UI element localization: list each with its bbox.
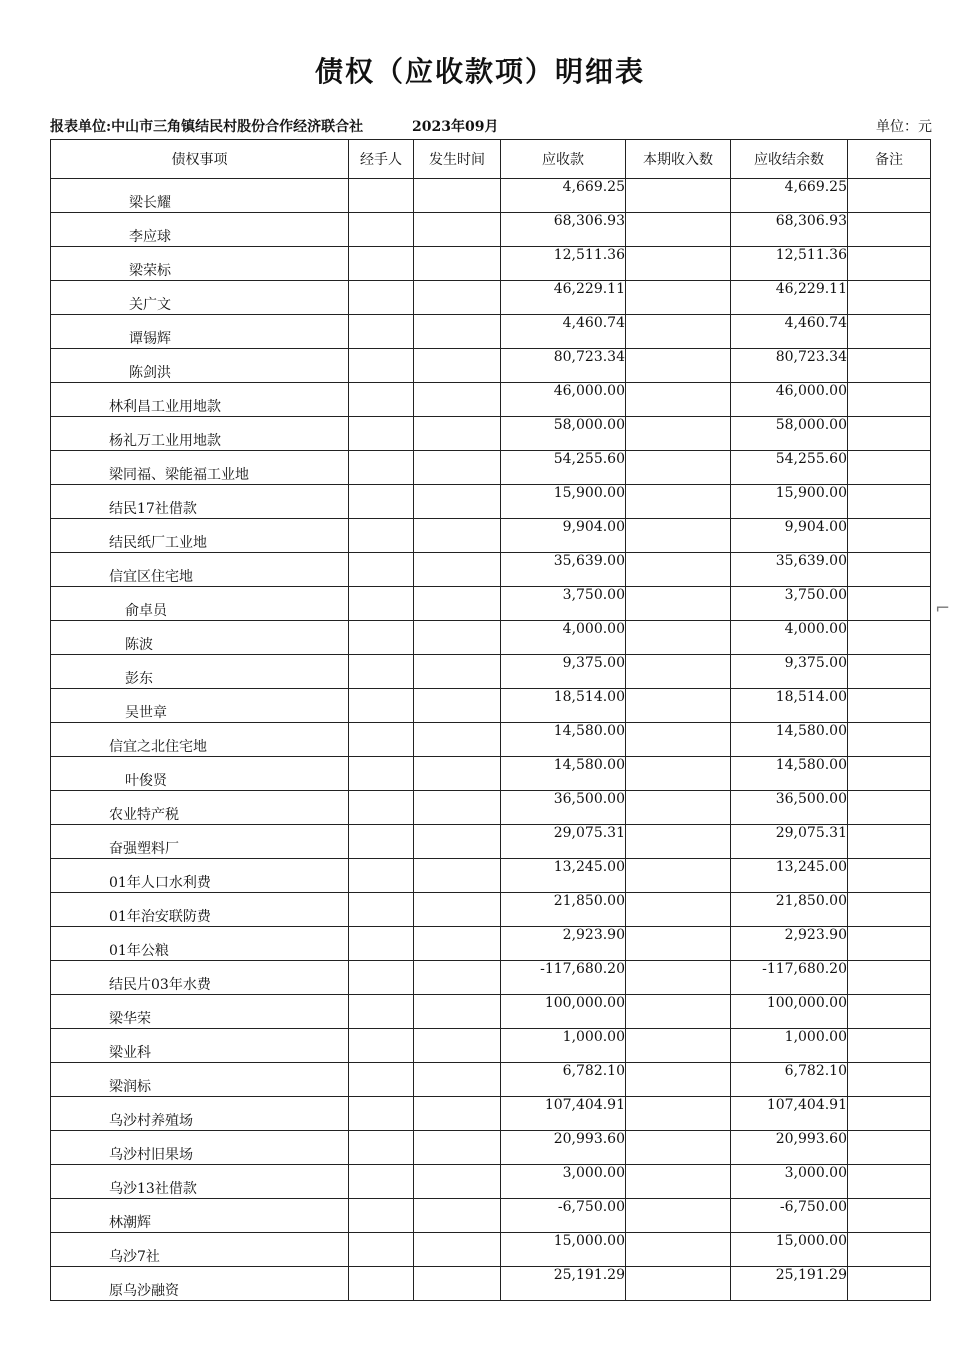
receivable-cell: 35,639.00	[501, 553, 626, 587]
receivable-cell: 1,000.00	[501, 1029, 626, 1063]
remarks-cell	[848, 757, 931, 791]
remarks-cell	[848, 315, 931, 349]
table-header-row	[51, 140, 931, 179]
period-income-cell	[626, 417, 731, 451]
table-row	[51, 1199, 931, 1233]
table-row	[51, 1063, 931, 1097]
table-row	[51, 1267, 931, 1301]
handler-cell	[349, 995, 414, 1029]
table-row	[51, 961, 931, 995]
remarks-cell	[848, 349, 931, 383]
table-row	[51, 315, 931, 349]
balance-cell: 9,375.00	[731, 655, 848, 689]
remarks-cell	[848, 621, 931, 655]
handler-cell	[349, 1165, 414, 1199]
balance-cell: 25,191.29	[731, 1267, 848, 1301]
handler-cell	[349, 791, 414, 825]
period-income-cell	[626, 179, 731, 213]
balance-cell: 21,850.00	[731, 893, 848, 927]
period-income-cell	[626, 587, 731, 621]
balance-cell: 15,900.00	[731, 485, 848, 519]
item-cell: 乌沙13社借款	[51, 1165, 349, 1199]
handler-cell	[349, 179, 414, 213]
handler-cell	[349, 655, 414, 689]
item-cell: 奋强塑料厂	[51, 825, 349, 859]
balance-cell: 2,923.90	[731, 927, 848, 961]
column-header-balance: 应收结余数	[731, 140, 848, 179]
report-period: 2023年09月	[412, 119, 499, 135]
period-income-cell	[626, 519, 731, 553]
table-row	[51, 791, 931, 825]
item-cell: 杨礼万工业用地款	[51, 417, 349, 451]
handler-cell	[349, 213, 414, 247]
table-row	[51, 179, 931, 213]
receivable-cell: 9,904.00	[501, 519, 626, 553]
date-cell	[414, 417, 501, 451]
period-income-cell	[626, 1029, 731, 1063]
date-cell	[414, 587, 501, 621]
table-row	[51, 451, 931, 485]
receivable-cell: -6,750.00	[501, 1199, 626, 1233]
remarks-cell	[848, 825, 931, 859]
date-cell	[414, 1233, 501, 1267]
balance-cell: 20,993.60	[731, 1131, 848, 1165]
receivable-cell: 2,923.90	[501, 927, 626, 961]
balance-cell: 107,404.91	[731, 1097, 848, 1131]
table-row	[51, 655, 931, 689]
date-cell	[414, 621, 501, 655]
reporting-unit: 报表单位:中山市三角镇结民村股份合作经济联合社	[50, 119, 364, 135]
column-header-receivable: 应收款	[501, 140, 626, 179]
date-cell	[414, 281, 501, 315]
table-body	[51, 179, 931, 1301]
remarks-cell	[848, 995, 931, 1029]
handler-cell	[349, 757, 414, 791]
item-cell: 梁长耀	[51, 179, 349, 213]
date-cell	[414, 179, 501, 213]
receivable-cell: 9,375.00	[501, 655, 626, 689]
column-header-remarks: 备注	[848, 140, 931, 179]
receivables-table	[50, 139, 931, 1301]
item-cell: 结民片03年水费	[51, 961, 349, 995]
balance-cell: 4,669.25	[731, 179, 848, 213]
balance-cell: 46,000.00	[731, 383, 848, 417]
balance-cell: 100,000.00	[731, 995, 848, 1029]
date-cell	[414, 349, 501, 383]
period-income-cell	[626, 451, 731, 485]
balance-cell: 3,750.00	[731, 587, 848, 621]
handler-cell	[349, 519, 414, 553]
balance-cell: 4,460.74	[731, 315, 848, 349]
period-income-cell	[626, 689, 731, 723]
table-row	[51, 587, 931, 621]
remarks-cell	[848, 1063, 931, 1097]
remarks-cell	[848, 383, 931, 417]
date-cell	[414, 383, 501, 417]
remarks-cell	[848, 519, 931, 553]
receivable-cell: 14,580.00	[501, 757, 626, 791]
item-cell: 梁同福、梁能福工业地	[51, 451, 349, 485]
receivable-cell: 3,000.00	[501, 1165, 626, 1199]
table-row	[51, 247, 931, 281]
table-row	[51, 757, 931, 791]
date-cell	[414, 791, 501, 825]
currency-unit: 单位：元	[876, 119, 932, 135]
item-cell: 梁业科	[51, 1029, 349, 1063]
table-row	[51, 995, 931, 1029]
item-cell: 林潮辉	[51, 1199, 349, 1233]
handler-cell	[349, 893, 414, 927]
date-cell	[414, 655, 501, 689]
date-cell	[414, 247, 501, 281]
table-row	[51, 621, 931, 655]
receivable-cell: 46,229.11	[501, 281, 626, 315]
balance-cell: 13,245.00	[731, 859, 848, 893]
handler-cell	[349, 1097, 414, 1131]
balance-cell: 18,514.00	[731, 689, 848, 723]
receivable-cell: 29,075.31	[501, 825, 626, 859]
period-income-cell	[626, 723, 731, 757]
date-cell	[414, 995, 501, 1029]
period-income-cell	[626, 315, 731, 349]
table-row	[51, 689, 931, 723]
period-income-cell	[626, 349, 731, 383]
period-income-cell	[626, 1199, 731, 1233]
table-row	[51, 281, 931, 315]
date-cell	[414, 1199, 501, 1233]
table-row	[51, 519, 931, 553]
balance-cell: 58,000.00	[731, 417, 848, 451]
balance-cell: 35,639.00	[731, 553, 848, 587]
table-row	[51, 859, 931, 893]
period-income-cell	[626, 213, 731, 247]
balance-cell: 6,782.10	[731, 1063, 848, 1097]
receivable-cell: 100,000.00	[501, 995, 626, 1029]
receivable-cell: 58,000.00	[501, 417, 626, 451]
date-cell	[414, 1029, 501, 1063]
date-cell	[414, 825, 501, 859]
handler-cell	[349, 1063, 414, 1097]
item-cell: 01年公粮	[51, 927, 349, 961]
remarks-cell	[848, 1165, 931, 1199]
item-cell: 梁荣标	[51, 247, 349, 281]
handler-cell	[349, 1029, 414, 1063]
remarks-cell	[848, 893, 931, 927]
item-cell: 关广文	[51, 281, 349, 315]
period-income-cell	[626, 485, 731, 519]
date-cell	[414, 1097, 501, 1131]
remarks-cell	[848, 1131, 931, 1165]
table-row	[51, 1233, 931, 1267]
receivable-cell: 36,500.00	[501, 791, 626, 825]
table-row	[51, 723, 931, 757]
period-income-cell	[626, 247, 731, 281]
item-cell: 陈剑洪	[51, 349, 349, 383]
balance-cell: 12,511.36	[731, 247, 848, 281]
handler-cell	[349, 927, 414, 961]
handler-cell	[349, 417, 414, 451]
remarks-cell	[848, 179, 931, 213]
remarks-cell	[848, 1199, 931, 1233]
receivable-cell: 46,000.00	[501, 383, 626, 417]
period-income-cell	[626, 1097, 731, 1131]
period-income-cell	[626, 621, 731, 655]
balance-cell: 68,306.93	[731, 213, 848, 247]
item-cell: 彭东	[51, 655, 349, 689]
balance-cell: -117,680.20	[731, 961, 848, 995]
receivable-cell: 14,580.00	[501, 723, 626, 757]
item-cell: 农业特产税	[51, 791, 349, 825]
handler-cell	[349, 689, 414, 723]
handler-cell	[349, 349, 414, 383]
date-cell	[414, 689, 501, 723]
handler-cell	[349, 1199, 414, 1233]
period-income-cell	[626, 655, 731, 689]
handler-cell	[349, 1233, 414, 1267]
item-cell: 原乌沙融资	[51, 1267, 349, 1301]
period-income-cell	[626, 927, 731, 961]
date-cell	[414, 927, 501, 961]
receivable-cell: 21,850.00	[501, 893, 626, 927]
page-title: 债权（应收款项）明细表	[314, 55, 645, 88]
handler-cell	[349, 281, 414, 315]
remarks-cell	[848, 281, 931, 315]
handler-cell	[349, 1267, 414, 1301]
period-income-cell	[626, 1267, 731, 1301]
item-cell: 乌沙7社	[51, 1233, 349, 1267]
remarks-cell	[848, 247, 931, 281]
period-income-cell	[626, 1233, 731, 1267]
date-cell	[414, 893, 501, 927]
balance-cell: 36,500.00	[731, 791, 848, 825]
balance-cell: 80,723.34	[731, 349, 848, 383]
item-cell: 梁华荣	[51, 995, 349, 1029]
item-cell: 01年人口水利费	[51, 859, 349, 893]
item-cell: 陈波	[51, 621, 349, 655]
table-row	[51, 213, 931, 247]
table-row	[51, 825, 931, 859]
item-cell: 乌沙村养殖场	[51, 1097, 349, 1131]
item-cell: 吴世章	[51, 689, 349, 723]
period-income-cell	[626, 383, 731, 417]
handler-cell	[349, 451, 414, 485]
item-cell: 李应球	[51, 213, 349, 247]
receivable-cell: 18,514.00	[501, 689, 626, 723]
column-header-handler: 经手人	[349, 140, 414, 179]
balance-cell: 1,000.00	[731, 1029, 848, 1063]
handler-cell	[349, 825, 414, 859]
period-income-cell	[626, 791, 731, 825]
date-cell	[414, 757, 501, 791]
balance-cell: 4,000.00	[731, 621, 848, 655]
date-cell	[414, 859, 501, 893]
date-cell	[414, 1063, 501, 1097]
date-cell	[414, 1131, 501, 1165]
remarks-cell	[848, 553, 931, 587]
item-cell: 林利昌工业用地款	[51, 383, 349, 417]
table-row	[51, 485, 931, 519]
remarks-cell	[848, 723, 931, 757]
remarks-cell	[848, 927, 931, 961]
remarks-cell	[848, 587, 931, 621]
period-income-cell	[626, 859, 731, 893]
handler-cell	[349, 383, 414, 417]
balance-cell: -6,750.00	[731, 1199, 848, 1233]
table-row	[51, 1165, 931, 1199]
period-income-cell	[626, 1165, 731, 1199]
table-row	[51, 927, 931, 961]
handler-cell	[349, 1131, 414, 1165]
date-cell	[414, 519, 501, 553]
period-income-cell	[626, 961, 731, 995]
period-income-cell	[626, 757, 731, 791]
handler-cell	[349, 553, 414, 587]
date-cell	[414, 485, 501, 519]
balance-cell: 46,229.11	[731, 281, 848, 315]
date-cell	[414, 451, 501, 485]
remarks-cell	[848, 655, 931, 689]
remarks-cell	[848, 417, 931, 451]
period-income-cell	[626, 1063, 731, 1097]
balance-cell: 14,580.00	[731, 723, 848, 757]
remarks-cell	[848, 859, 931, 893]
item-cell: 结民纸厂工业地	[51, 519, 349, 553]
receivable-cell: 6,782.10	[501, 1063, 626, 1097]
handler-cell	[349, 247, 414, 281]
period-income-cell	[626, 995, 731, 1029]
remarks-cell	[848, 1029, 931, 1063]
period-income-cell	[626, 1131, 731, 1165]
balance-cell: 54,255.60	[731, 451, 848, 485]
remarks-cell	[848, 451, 931, 485]
column-header-date: 发生时间	[414, 140, 501, 179]
balance-cell: 15,000.00	[731, 1233, 848, 1267]
period-income-cell	[626, 281, 731, 315]
table-row	[51, 383, 931, 417]
period-income-cell	[626, 893, 731, 927]
item-cell: 01年治安联防费	[51, 893, 349, 927]
date-cell	[414, 213, 501, 247]
receivable-cell: 15,000.00	[501, 1233, 626, 1267]
period-income-cell	[626, 553, 731, 587]
handler-cell	[349, 485, 414, 519]
receivable-cell: 107,404.91	[501, 1097, 626, 1131]
receivable-cell: -117,680.20	[501, 961, 626, 995]
item-cell: 信宜区住宅地	[51, 553, 349, 587]
table-row	[51, 893, 931, 927]
handwritten-margin-mark: ⌐	[935, 598, 951, 619]
item-cell: 谭锡辉	[51, 315, 349, 349]
receivable-cell: 15,900.00	[501, 485, 626, 519]
receivable-cell: 54,255.60	[501, 451, 626, 485]
handler-cell	[349, 587, 414, 621]
receivable-cell: 12,511.36	[501, 247, 626, 281]
table-row	[51, 1131, 931, 1165]
item-cell: 叶俊贤	[51, 757, 349, 791]
remarks-cell	[848, 1097, 931, 1131]
handler-cell	[349, 961, 414, 995]
balance-cell: 14,580.00	[731, 757, 848, 791]
table-row	[51, 417, 931, 451]
table-row	[51, 349, 931, 383]
date-cell	[414, 553, 501, 587]
table-row	[51, 553, 931, 587]
balance-cell: 9,904.00	[731, 519, 848, 553]
handler-cell	[349, 723, 414, 757]
remarks-cell	[848, 213, 931, 247]
item-cell: 俞卓员	[51, 587, 349, 621]
remarks-cell	[848, 689, 931, 723]
item-cell: 梁润标	[51, 1063, 349, 1097]
date-cell	[414, 1165, 501, 1199]
receivable-cell: 4,000.00	[501, 621, 626, 655]
item-cell: 结民17社借款	[51, 485, 349, 519]
remarks-cell	[848, 961, 931, 995]
date-cell	[414, 723, 501, 757]
receivable-cell: 4,669.25	[501, 179, 626, 213]
receivable-cell: 4,460.74	[501, 315, 626, 349]
table-row	[51, 1097, 931, 1131]
date-cell	[414, 961, 501, 995]
period-income-cell	[626, 825, 731, 859]
handler-cell	[349, 859, 414, 893]
column-header-item: 债权事项	[51, 140, 349, 179]
receivable-cell: 3,750.00	[501, 587, 626, 621]
remarks-cell	[848, 1233, 931, 1267]
receivable-cell: 13,245.00	[501, 859, 626, 893]
remarks-cell	[848, 791, 931, 825]
remarks-cell	[848, 1267, 931, 1301]
receivable-cell: 80,723.34	[501, 349, 626, 383]
receivable-cell: 20,993.60	[501, 1131, 626, 1165]
table-row	[51, 1029, 931, 1063]
balance-cell: 3,000.00	[731, 1165, 848, 1199]
handler-cell	[349, 315, 414, 349]
item-cell: 乌沙村旧果场	[51, 1131, 349, 1165]
receivable-cell: 68,306.93	[501, 213, 626, 247]
handler-cell	[349, 621, 414, 655]
balance-cell: 29,075.31	[731, 825, 848, 859]
remarks-cell	[848, 485, 931, 519]
column-header-period-income: 本期收入数	[626, 140, 731, 179]
date-cell	[414, 1267, 501, 1301]
receivable-cell: 25,191.29	[501, 1267, 626, 1301]
date-cell	[414, 315, 501, 349]
item-cell: 信宜之北住宅地	[51, 723, 349, 757]
